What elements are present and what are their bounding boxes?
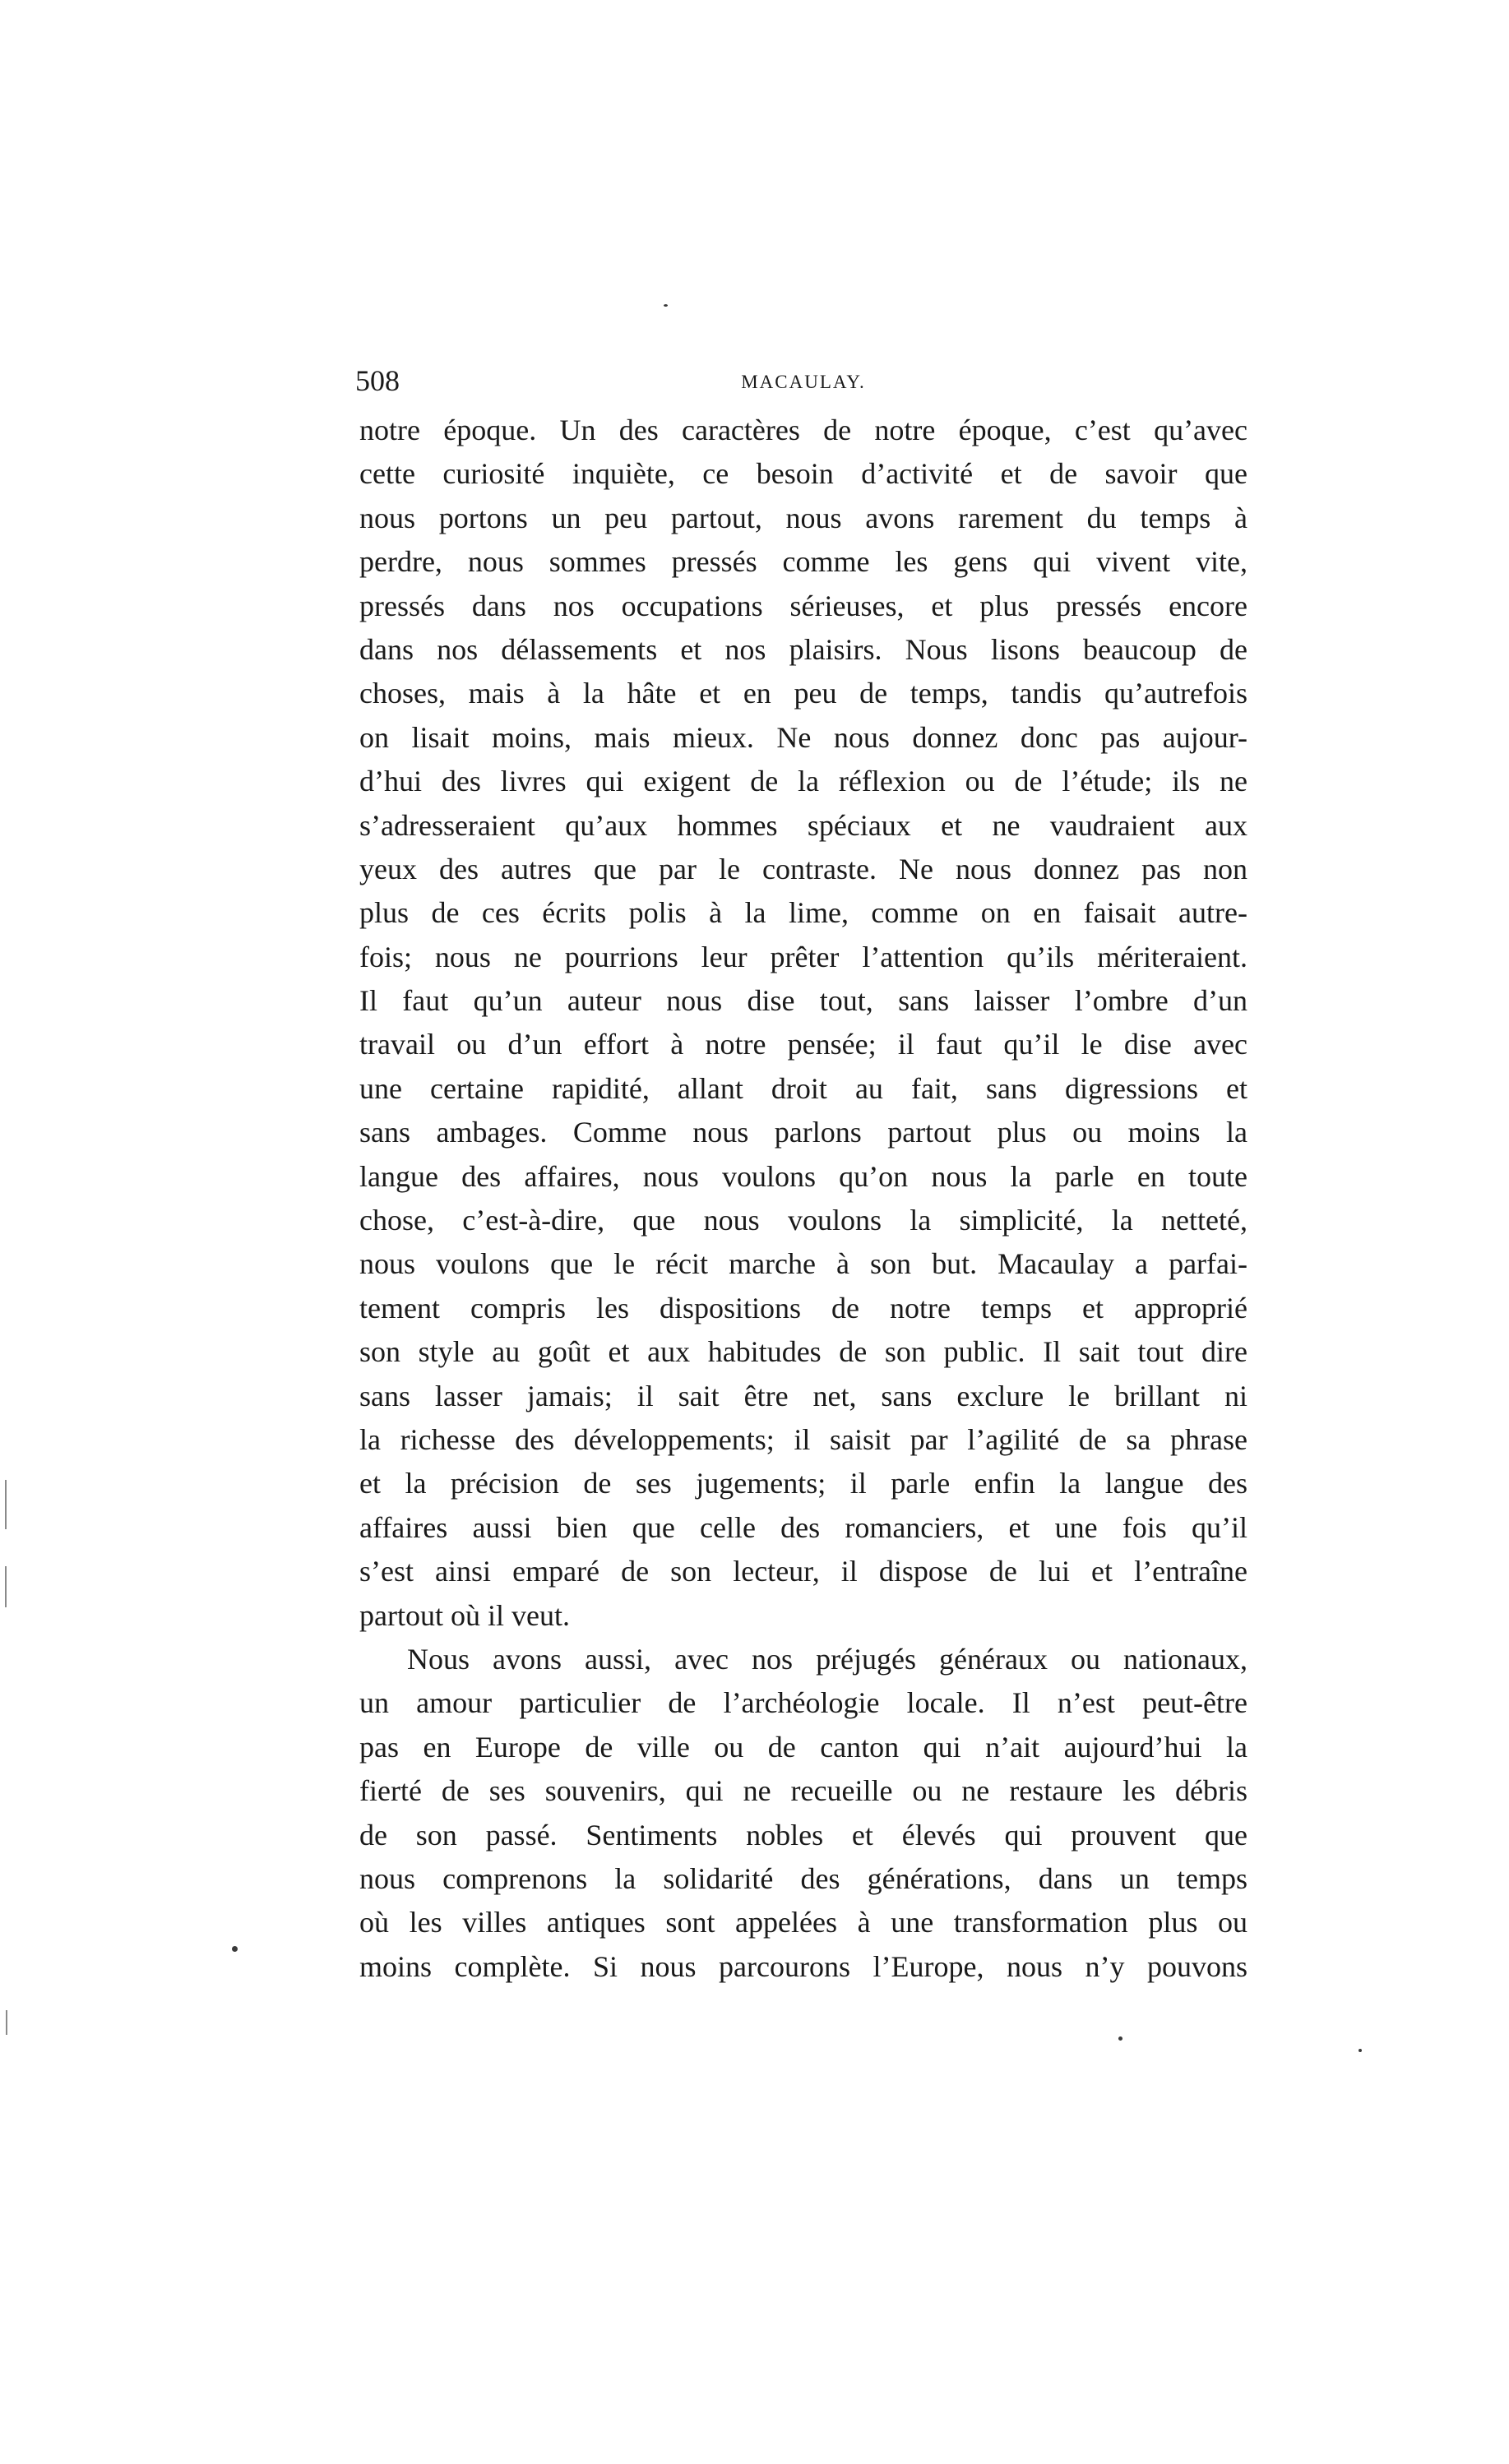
ink-speck bbox=[1118, 2036, 1122, 2041]
text-line: sans ambages. Comme nous parlons partout plus ou moins la bbox=[359, 1116, 1247, 1149]
text-line: un amour particulier de l’archéologie locale. Il n’est peut-être bbox=[359, 1686, 1247, 1720]
text-line: travail ou d’un effort à notre pensée; il faut qu’il le dise avec bbox=[359, 1028, 1247, 1061]
page-header bbox=[355, 360, 1252, 401]
text-line: cette curiosité inquiète, ce besoin d’activité et de savoir que bbox=[359, 457, 1247, 491]
page-number: 508 bbox=[355, 364, 400, 397]
paragraph-1 bbox=[359, 409, 1247, 1638]
text-line: d’hui des livres qui exigent de la réflexion ou de l’étude; ils ne bbox=[359, 765, 1247, 798]
text-line: nous voulons que le récit marche à son but. Macaulay a parfai- bbox=[359, 1247, 1247, 1281]
text-line: de son passé. Sentiments nobles et élevés qui prouvent que bbox=[359, 1818, 1247, 1851]
text-line: où les villes antiques sont appelées à une transformation plus ou bbox=[359, 1906, 1247, 1939]
text-line: affaires aussi bien que celle des romanciers, et une fois qu’il bbox=[359, 1510, 1247, 1544]
text-line: nous comprenons la solidarité des générations, dans un temps bbox=[359, 1861, 1247, 1895]
text-line: dans nos délassements et nos plaisirs. Nous lisons beaucoup de bbox=[359, 632, 1247, 666]
margin-mark bbox=[5, 1480, 7, 1529]
text-line: tement compris les dispositions de notre temps et approprié bbox=[359, 1291, 1247, 1324]
text-line: langue des affaires, nous voulons qu’on nous la parle en toute bbox=[359, 1159, 1247, 1193]
ink-speck bbox=[232, 1946, 238, 1952]
text-line: notre époque. Un des caractères de notre époque, c’est qu’avec bbox=[359, 414, 1247, 446]
running-title: MACAULAY. bbox=[741, 372, 866, 392]
text-line: sans lasser jamais; il sait être net, sans exclure le brillant ni bbox=[359, 1379, 1247, 1412]
paragraph-2 bbox=[359, 1638, 1247, 1989]
text-line: pressés dans nos occupations sérieuses, et plus pressés encore bbox=[359, 589, 1247, 622]
text-line: on lisait moins, mais mieux. Ne nous donnez donc pas aujour- bbox=[359, 720, 1247, 754]
text-line: son style au goût et aux habitudes de son public. Il sait tout dire bbox=[359, 1335, 1247, 1369]
margin-mark bbox=[5, 1566, 7, 1607]
text-line: la richesse des développements; il saisit par l’agilité de sa phrase bbox=[359, 1422, 1247, 1456]
margin-mark bbox=[6, 2010, 7, 2035]
text-line: perdre, nous sommes pressés comme les gens qui vivent vite, bbox=[359, 545, 1247, 579]
ink-speck bbox=[1359, 2049, 1362, 2052]
text-line: choses, mais à la hâte et en peu de temps, tandis qu’autrefois bbox=[359, 677, 1247, 710]
text-line: s’adresseraient qu’aux hommes spéciaux et ne vaudraient aux bbox=[359, 808, 1247, 842]
body-text bbox=[359, 409, 1247, 1989]
text-line: yeux des autres que par le contraste. Ne nous donnez pas non bbox=[359, 852, 1247, 885]
text-line: Nous avons aussi, avec nos préjugés généraux ou nationaux, bbox=[407, 1642, 1247, 1676]
text-line: pas en Europe de ville ou de canton qui n’ait aujourd’hui la bbox=[359, 1730, 1247, 1764]
text-line: plus de ces écrits polis à la lime, comme on en faisait autre- bbox=[359, 896, 1247, 930]
text-line: une certaine rapidité, allant droit au fait, sans digressions et bbox=[359, 1071, 1247, 1105]
text-line: et la précision de ses jugements; il parle enfin la langue des bbox=[359, 1467, 1247, 1500]
text-line: fierté de ses souvenirs, qui ne recueille ou ne restaure les débris bbox=[359, 1774, 1247, 1808]
text-line: nous portons un peu partout, nous avons rarement du temps à bbox=[359, 501, 1247, 534]
text-line: Il faut qu’un auteur nous dise tout, sans laisser l’ombre d’un bbox=[359, 984, 1247, 1018]
ink-speck bbox=[664, 304, 668, 307]
text-line: s’est ainsi emparé de son lecteur, il dispose de lui et l’entraîne bbox=[359, 1555, 1247, 1588]
text-line: partout où il veut. bbox=[359, 1598, 570, 1632]
text-line: moins complète. Si nous parcourons l’Europe, nous n’y pouvons bbox=[359, 1949, 1247, 1983]
text-line: chose, c’est-à-dire, que nous voulons la simplicité, la netteté, bbox=[359, 1204, 1247, 1237]
text-line: fois; nous ne pourrions leur prêter l’attention qu’ils mériteraient. bbox=[359, 940, 1247, 973]
